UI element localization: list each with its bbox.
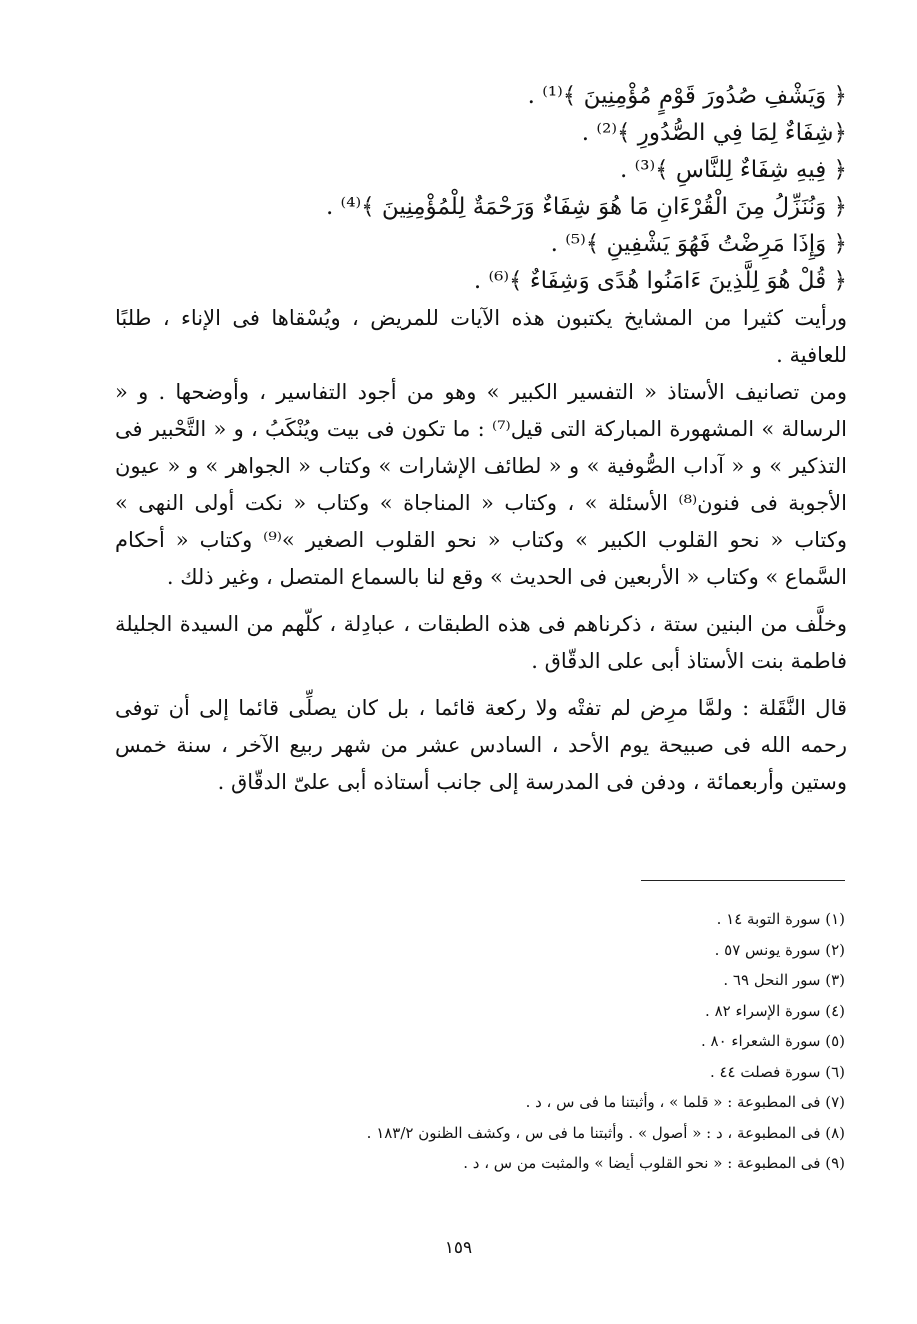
quran-verse-3: ﴿ فِيهِ شِفَاءٌ لِلنَّاسِ ﴾⁽³⁾ . xyxy=(619,157,847,183)
footnote-separator xyxy=(641,880,845,881)
footnote-5: (٥) سورة الشعراء ٨٠ . xyxy=(700,1032,845,1050)
footnote-7: (٧) فى المطبوعة : « قلما » ، وأثبتنا ما فى س ، د . xyxy=(525,1093,845,1111)
footnote-8: (٨) فى المطبوعة ، د : « أصول » . وأثبتنا ما فى س ، وكشف الظنون ١٨٣/٢ . xyxy=(366,1123,845,1142)
quran-verse-2: ﴿شِفَاءٌ لِمَا فِي الصُّدُورِ ﴾⁽²⁾ . xyxy=(581,120,847,146)
footnote-4: (٤) سورة الإسراء ٨٢ . xyxy=(705,1001,845,1020)
page-number: ١٥٩ xyxy=(444,1238,473,1258)
footnote-2: (٢) سورة يونس ٥٧ . xyxy=(714,940,845,959)
footnote-6: (٦) سورة فصلت ٤٤ . xyxy=(709,1062,845,1081)
main-text-block xyxy=(115,78,847,801)
footnotes-block xyxy=(240,904,845,1179)
footnote-1: (١) سورة التوبة ١٤ . xyxy=(716,910,845,928)
paragraph-death: قال النَّقَلة : ولمَّا مرِض لم تفتْه ولا ركعة قائما ، بل كان يصلِّى قائما إلى أن توفى رحمه الله فى صبيحة يوم الأحد ، السادس عشر من شهر ربيع الآخر ، سنة خمس وستين وأربعمائة ، ودفن فى المدرسة إلى جانب أستاذه أبى علىّ الدقّاق . xyxy=(115,696,847,794)
paragraph-works-list: ومن تصانيف الأستاذ « التفسير الكبير » وهو من أجود التفاسير ، وأوضحها . و « الرسالة » المشهورة المباركة التى قيل⁽⁷⁾ : ما تكون فى بيت ويُنْكَبُ ، و « التَّحْبير فى التذكير » و « آداب الصُّوفية » و « لطائف الإشارات » وكتاب « الجواهر » و « عيون الأجوبة فى فنون⁽⁸⁾ الأسئلة » ، وكتاب « المناجاة » وكتاب « نكت أولى النهى » وكتاب « نحو القلوب الكبير » وكتاب « نحو القلوب الصغير »⁽⁹⁾ وكتاب « أحكام السَّماع » وكتاب « الأربعين فى الحديث » وقع لنا بالسماع المتصل ، وغير ذلك . xyxy=(115,380,847,589)
paragraph-healing-practice: ورأيت كثيرا من المشايخ يكتبون هذه الآيات للمريض ، ويُسْقاها فى الإناء ، طلبًا للعافية . xyxy=(115,306,847,367)
quran-verse-1: ﴿ وَيَشْفِ صُدُورَ قَوْمٍ مُؤْمِنِينَ ﴾⁽¹⁾ . xyxy=(527,83,847,109)
quran-verse-5: ﴿ وَإِذَا مَرِضْتُ فَهُوَ يَشْفِينِ ﴾⁽⁵⁾ . xyxy=(550,231,847,257)
footnote-3: (٣) سور النحل ٦٩ . xyxy=(723,971,845,989)
quran-verse-4: ﴿ وَنُنَزِّلُ مِنَ الْقُرْءَانِ مَا هُوَ شِفَاءٌ وَرَحْمَةٌ لِلْمُؤْمِنِينَ ﴾⁽⁴⁾ . xyxy=(325,194,847,220)
paragraph-children: وخلَّف من البنين ستة ، ذكرناهم فى هذه الطبقات ، عبادِلة ، كلّهم من السيدة الجليلة فاطمة بنت الأستاذ أبى على الدقّاق . xyxy=(115,612,847,673)
footnote-9: (٩) فى المطبوعة : « نحو القلوب أيضا » والمثبت من س ، د . xyxy=(463,1154,845,1172)
quran-verse-6: ﴿ قُلْ هُوَ لِلَّذِينَ ءَامَنُوا هُدًى وَشِفَاءٌ ﴾⁽⁶⁾ . xyxy=(473,268,847,294)
